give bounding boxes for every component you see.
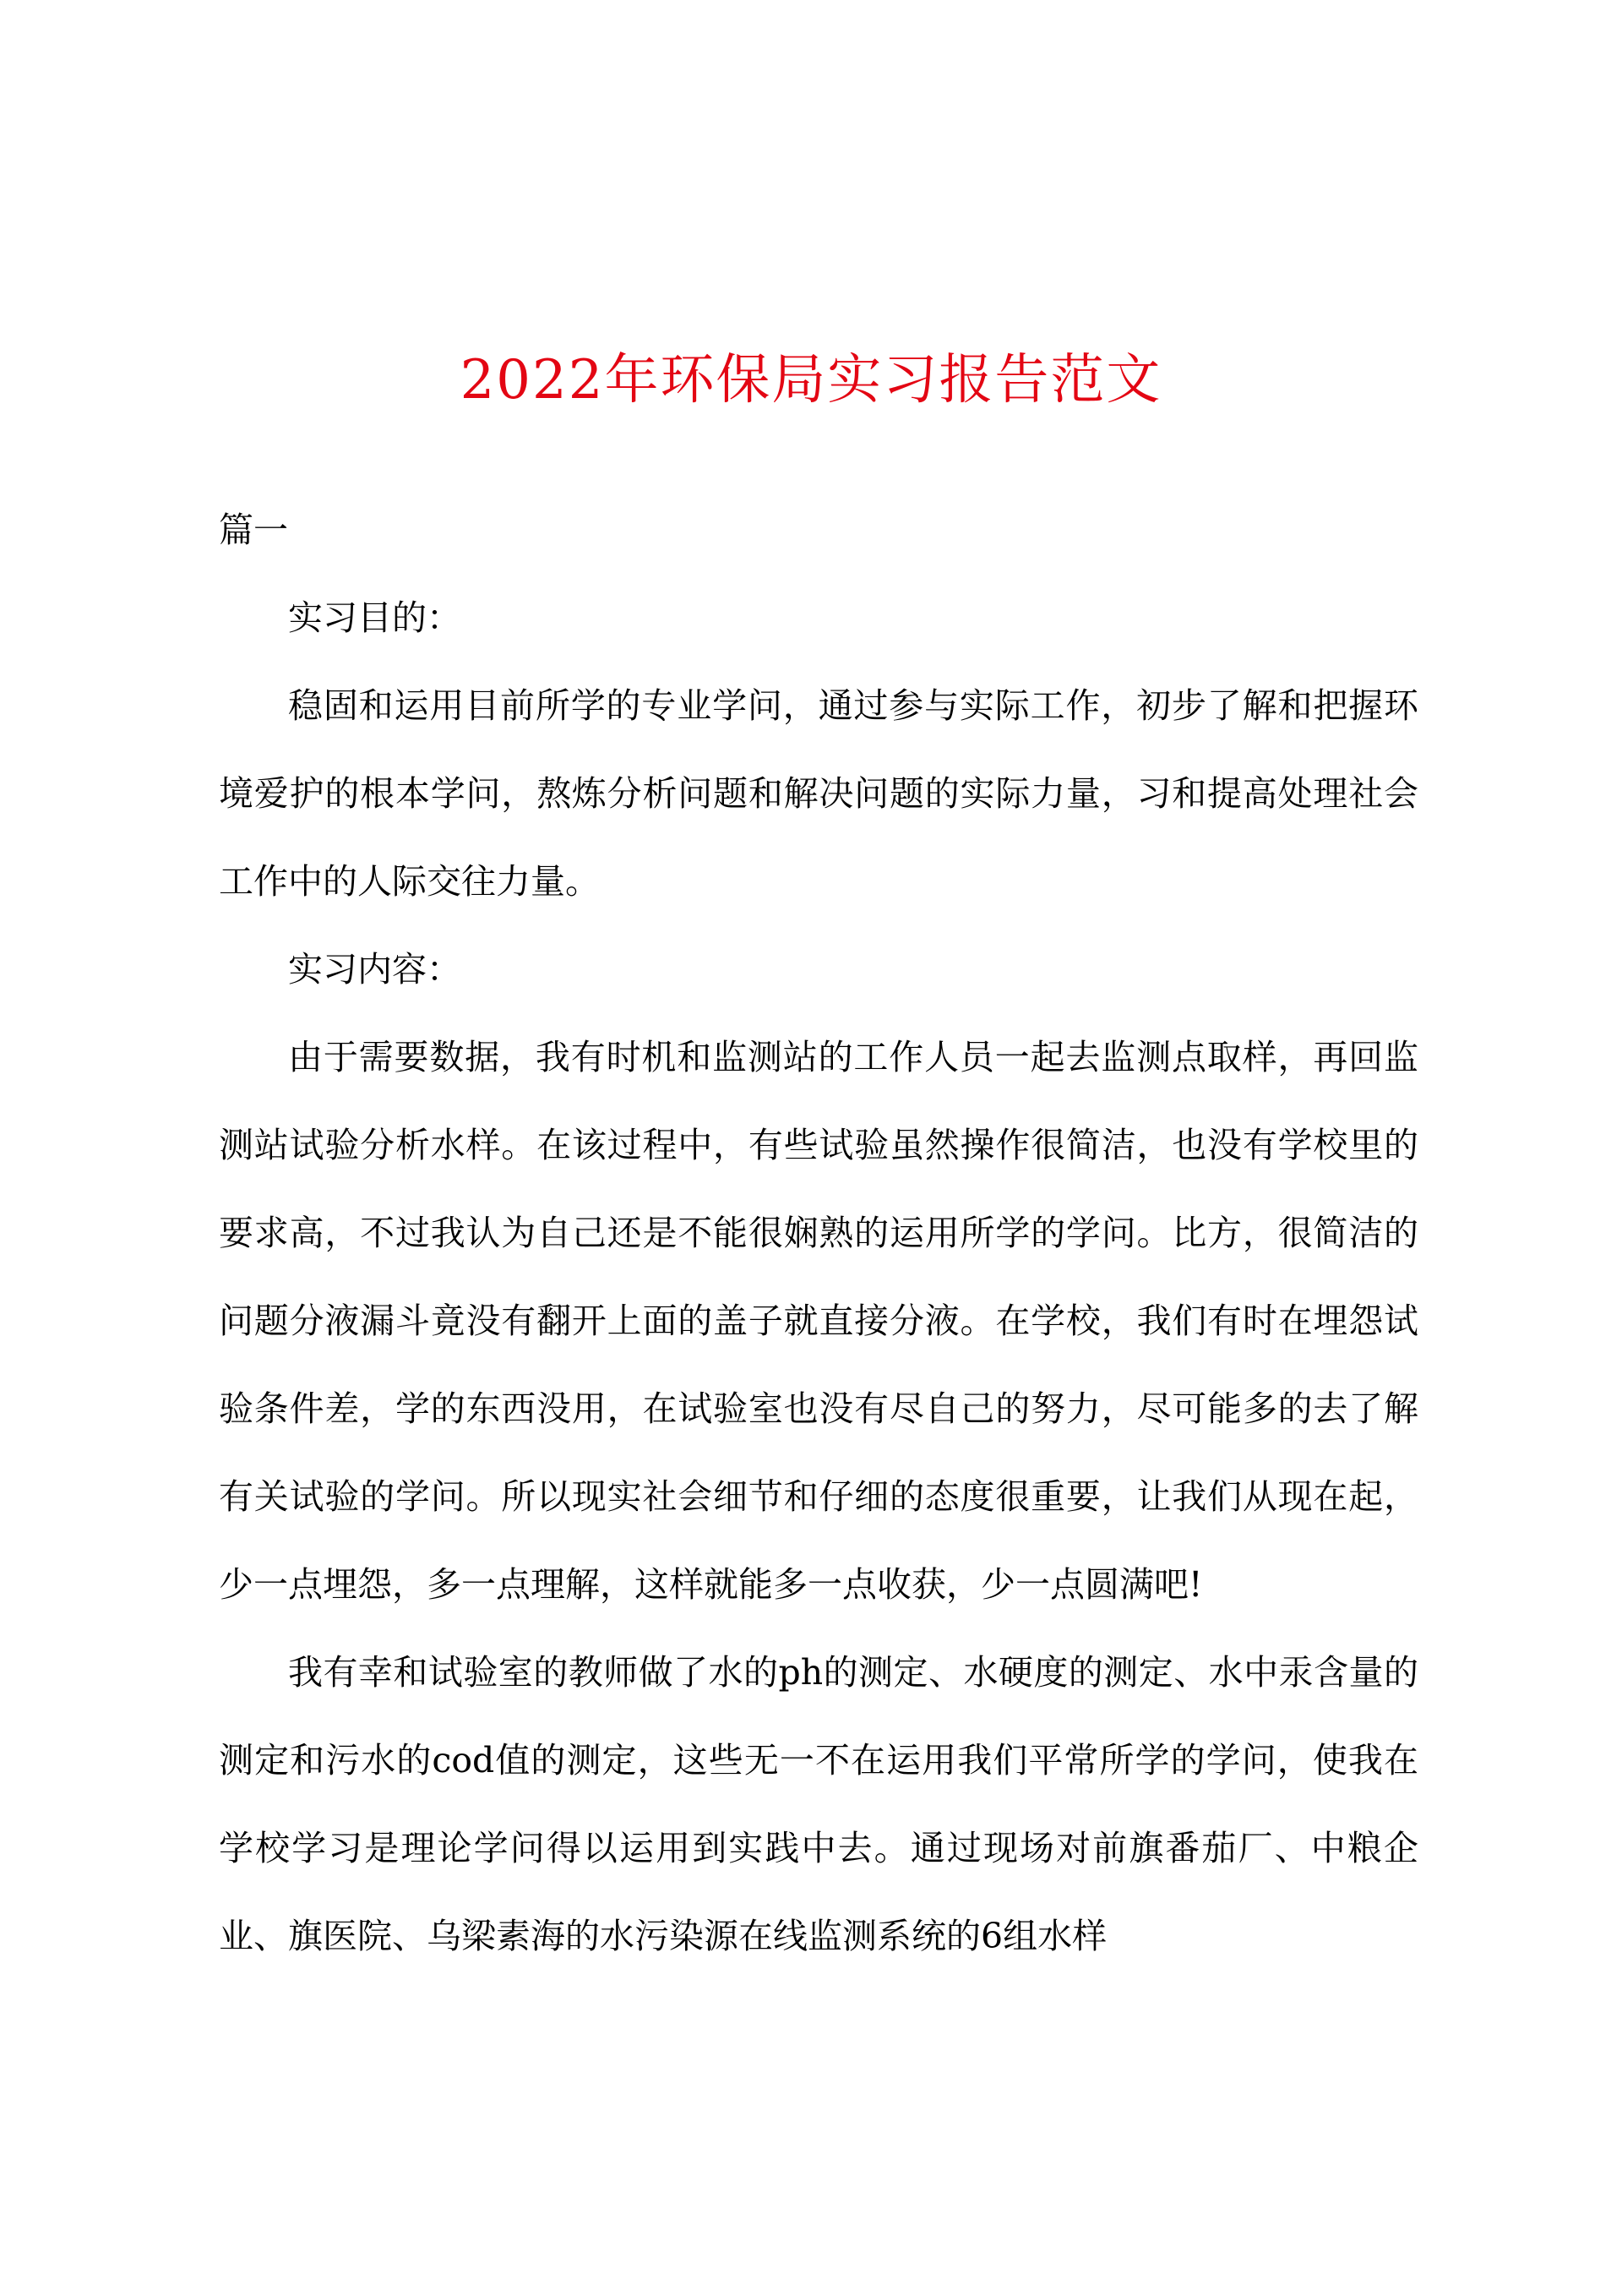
- paragraph-content-1: 由于需要数据，我有时机和监测站的工作人员一起去监测点取样，再回监测站试验分析水样。在该过程中，有些试验虽然操作很简洁，也没有学校里的要求高，不过我认为自己还是不能很娴熟的运用所学的学问。比方，很简洁的问题分液漏斗竟没有翻开上面的盖子就直接分液。在学校，我们有时在埋怨试验条件差，学的东西没用，在试验室也没有尽自己的努力，尽可能多的去了解有关试验的学问。所以现实社会细节和仔细的态度很重要，让我们从现在起，少一点埋怨，多一点理解，这样就能多一点收获，少一点圆满吧!: [219, 1037, 1418, 1605]
- subheading-content: 实习内容：: [288, 949, 461, 990]
- document-title: 2022年环保局实习报告范文: [460, 349, 1162, 412]
- section-heading: 篇一: [219, 510, 288, 550]
- paragraph-purpose: 稳固和运用目前所学的专业学问，通过参与实际工作，初步了解和把握环境爱护的根本学问，熬炼分析问题和解决问题的实际力量，习和提高处理社会工作中的人际交往力量。: [219, 685, 1418, 902]
- subheading-purpose: 实习目的：: [288, 597, 461, 638]
- paragraph-content-2: 我有幸和试验室的教师做了水的ph的测定、水硬度的测定、水中汞含量的测定和污水的cod值的测定，这些无一不在运用我们平常所学的学问，使我在学校学习是理论学问得以运用到实践中去。通过现场对前旗番茄厂、中粮企业、旗医院、乌梁素海的水污染源在线监测系统的6组水样: [219, 1652, 1418, 1956]
- document-body: [219, 486, 1418, 1980]
